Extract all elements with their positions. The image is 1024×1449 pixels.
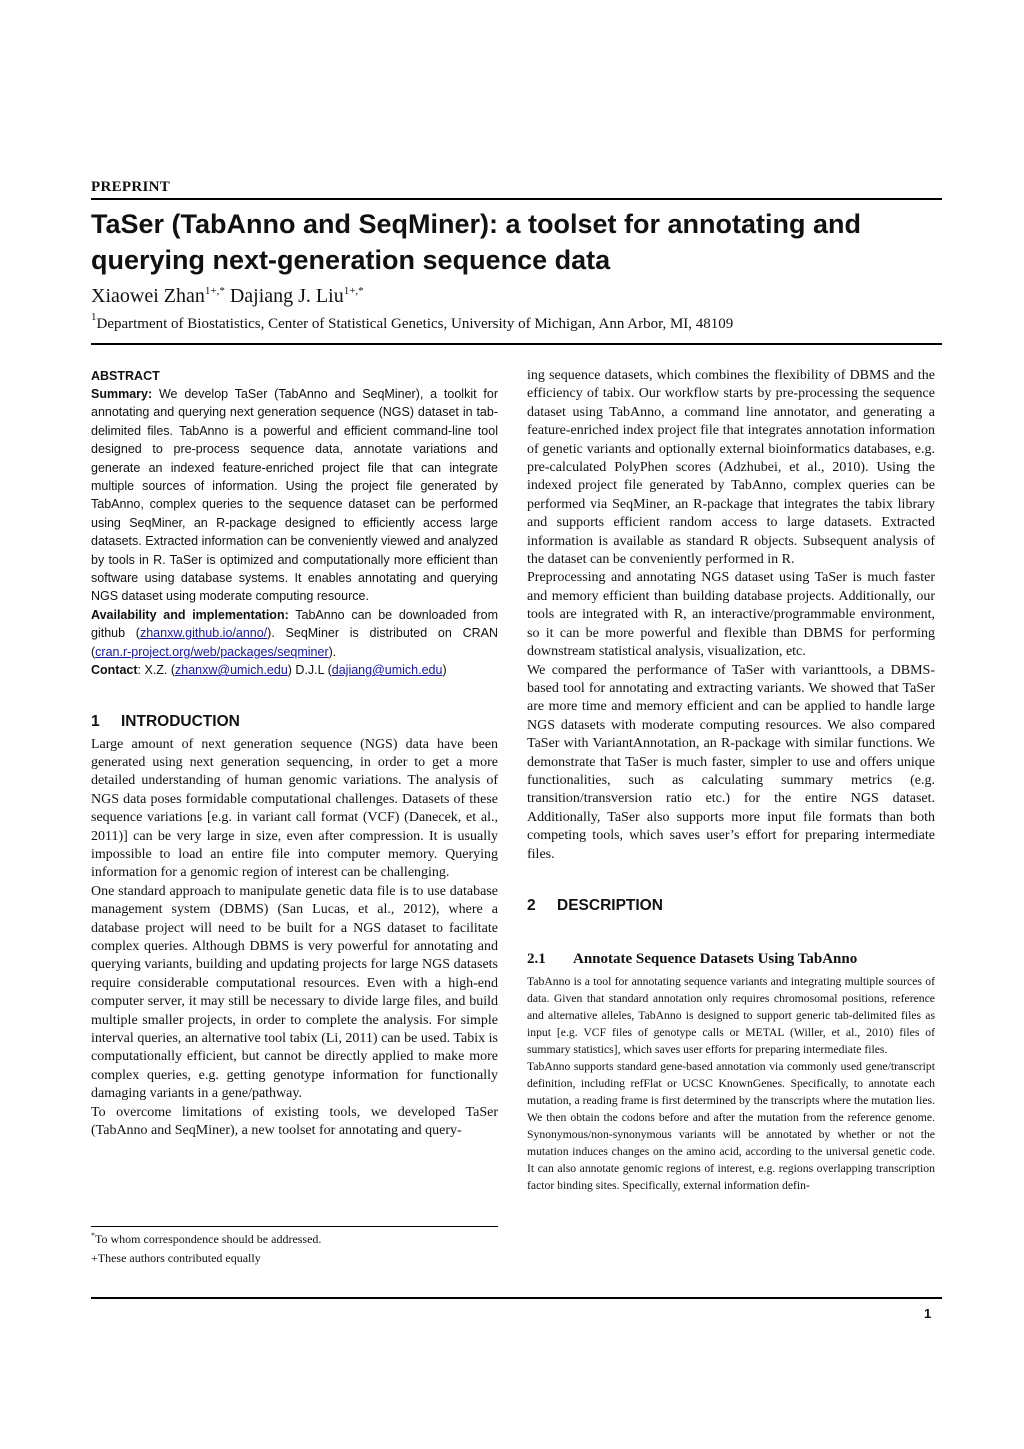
subsection-number: 2.1 <box>527 950 546 967</box>
intro-paragraph: We compared the performance of TaSer with varianttools, a DBMS-based tool for annotating and extracting variants. We showed that TaSer are more time and memory efficient and can be applied to handle large NGS datasets with moderate computing resources. We also compared TaSer with VariantAnnotation, an R-package with similar functions. We demonstrate that TaSer is much faster, simpler to use and offers unique functionalities, such as calculating summary metrics (e.g. transition/transversion ratio etc.) for the entire NGS dataset. Additionally, TaSer also supports more input file formats than both competing tools, which saves user’s effort for preparing intermediate files. <box>527 662 935 862</box>
description-paragraph: TabAnno supports standard gene-based annotation via commonly used gene/transcript definition, including refFlat or UCSC KnownGenes. Specifically, to annotate each mutation, a reading frame is first determined by the transcripts where the mutation lies. We then obtain the codons before and after the mutation from the reference genome. Synonymous/non-synonymous variants will be annotated by whether or not the mutation induces changes on the amino acid, according to the universal genetic code. It can also annotate genomic regions of interest, e.g. regions overlapping transcription factor binding sites. Specifically, external information defin- <box>527 1059 935 1192</box>
contact-text: : X.Z. ( <box>137 663 176 678</box>
left-column <box>91 367 498 1140</box>
author-mark: 1+,* <box>343 285 364 297</box>
intro-paragraph: Preprocessing and annotating NGS dataset using TaSer is much faster and memory efficient than building database projects. Additionally, our tools are integrated with R, an interactive/programmable environment, so it can be more powerful and flexible than DBMS for performing downstream statistical analysis, visualization, etc. <box>527 570 935 660</box>
contact-text: ) D.J.L ( <box>287 663 332 678</box>
subsection-title: Annotate Sequence Datasets Using TabAnno <box>573 950 858 967</box>
author-list <box>91 283 364 309</box>
footer-rule <box>91 1297 942 1299</box>
paper-title: TaSer (TabAnno and SeqMiner): a toolset for annotating and querying next-generation sequence data <box>91 209 862 275</box>
availability-text: ). SeqMiner is distributed on CRAN ( <box>91 626 498 659</box>
subsection-heading <box>527 949 935 969</box>
summary-text: We develop TaSer (TabAnno and SeqMiner), a toolkit for annotating and querying next generation sequence (NGS) dataset in tab-delimited files. TabAnno is a powerful and efficient command-line tool designed to pre-process sequence data, annotate variations and generate an indexed feature-enriched project file that can integrate multiple sources of information. Using the project file generated by TabAnno, complex queries to the sequence dataset can be performed using SeqMiner, an R-package designed to efficiently access large datasets. Extracted information can be conveniently viewed and analyzed by tools in R. TaSer is optimized and computationally more efficient than software using database systems. It enables annotating and querying NGS dataset using moderate computing resource. <box>91 387 498 604</box>
footnotes <box>91 1230 498 1268</box>
footnote-mark: * <box>91 1231 95 1240</box>
availability-text: TabAnno can be downloaded from github ( <box>91 607 498 641</box>
title-block-rule <box>91 343 942 345</box>
abstract-contact <box>91 661 498 679</box>
header-rule <box>91 198 942 200</box>
availability-text: ). <box>328 644 337 659</box>
intro-paragraph-continued: ing sequence datasets, which combines the flexibility of DBMS and the efficiency of tabix. Our workflow starts by pre-processing the sequence dataset using TabAnno, a command line annotator, and generating a feature-enriched index project file that integrates annotation information of genetic variants and optionally external bioinformatics databases, e.g. pre-calculated PolyPhen scores (Adzhubei, et al., 2010). Using the indexed project file generated by TabAnno, complex queries can be performed via SeqMiner, an R-package that integrates the tabix library and supports efficient random access to large datasets. Extracted information is available as standard R objects. Subsequent analysis of the dataset can be conveniently performed in R. <box>527 368 935 568</box>
section-number: 2 <box>527 896 536 914</box>
github-link[interactable]: zhanxw.github.io/anno/ <box>139 626 268 641</box>
footnote-rule <box>91 1226 498 1227</box>
section-heading-introduction <box>91 712 498 732</box>
cran-link[interactable]: cran.r-project.org/web/packages/seqminer <box>95 644 329 659</box>
abstract-summary <box>91 385 498 606</box>
intro-paragraph: To overcome limitations of existing tools, we developed TaSer (TabAnno and SeqMiner), a new toolset for annotating and query- <box>91 1104 498 1139</box>
footnote-correspondence <box>91 1230 498 1249</box>
affiliation <box>91 311 734 334</box>
intro-paragraph: Large amount of next generation sequence (NGS) data have been generated using next generation sequencing, in order to get a more detailed understanding of human genomic variations. The analysis of NGS data poses formidable computational challenges. Datasets of these sequence variations [e.g. in variant call format (VCF) (Danecek, et al., 2011)] can be very large in size, even after compression. It is usually impossible to load an entire file into computer memory. Querying information for a genomic region of interest can be challenging. <box>91 736 498 881</box>
description-paragraph: TabAnno is a tool for annotating sequence variants and integrating multiple sources of data. Given that standard annotation only requires chromosomal positions, reference and alternative alleles, TabAnno is designed to support generic tab-delimited files as input [e.g. VCF files of genotype calls or METAL (Willer, et al., 2010) files of summary statistics], which saves user efforts for preparing intermediate files. <box>527 974 935 1056</box>
author-name: Xiaowei Zhan <box>91 285 205 307</box>
affiliation-text: Department of Biostatistics, Center of Statistical Genetics, University of Michigan, Ann Arbor, MI, 48109 <box>96 316 734 332</box>
email-link-zhan[interactable]: zhanxw@umich.edu <box>175 663 288 678</box>
summary-label: Summary: <box>91 387 153 401</box>
page-number: 1 <box>924 1306 932 1321</box>
footnote-text: To whom correspondence should be addressed. <box>95 1232 322 1246</box>
contact-text: ) <box>442 663 447 678</box>
intro-paragraph: One standard approach to manipulate genetic data file is to use database management system (DBMS) (San Lucas, et al., 2012), where a database project will need to be built for a NGS dataset to facilitate complex queries. Although DBMS is very powerful for annotating and querying variants, building and updating projects for large NGS datasets require considerable computational resources. Even with a high-end computer server, it may still be necessary to divide large files, and build multiple smaller projects, in order to complete the analysis. For simple interval queries, an alternative tool tabix (Li, 2011) can be used. Tabix is computationally efficient, but cannot be directly applied to make more complex queries, e.g. getting genotype information for functionally damaging variants in a gene/pathway. <box>91 883 498 1102</box>
preprint-label: PREPRINT <box>91 179 171 195</box>
section-heading-description <box>527 896 935 916</box>
author-mark: 1+,* <box>204 285 225 297</box>
section-title: DESCRIPTION <box>557 896 663 914</box>
section-title: INTRODUCTION <box>121 712 240 730</box>
contact-label: Contact <box>91 663 138 678</box>
abstract-availability <box>91 606 498 661</box>
author-name: Dajiang J. Liu <box>229 285 344 307</box>
email-link-liu[interactable]: dajiang@umich.edu <box>331 663 443 678</box>
abstract-heading: ABSTRACT <box>91 369 160 383</box>
section-number: 1 <box>91 712 100 730</box>
footnote-equal-contribution: +These authors contributed equally <box>91 1251 261 1265</box>
availability-label: Availability and implementation: <box>91 607 289 622</box>
affiliation-mark: 1 <box>91 311 97 323</box>
right-column <box>527 367 935 1194</box>
